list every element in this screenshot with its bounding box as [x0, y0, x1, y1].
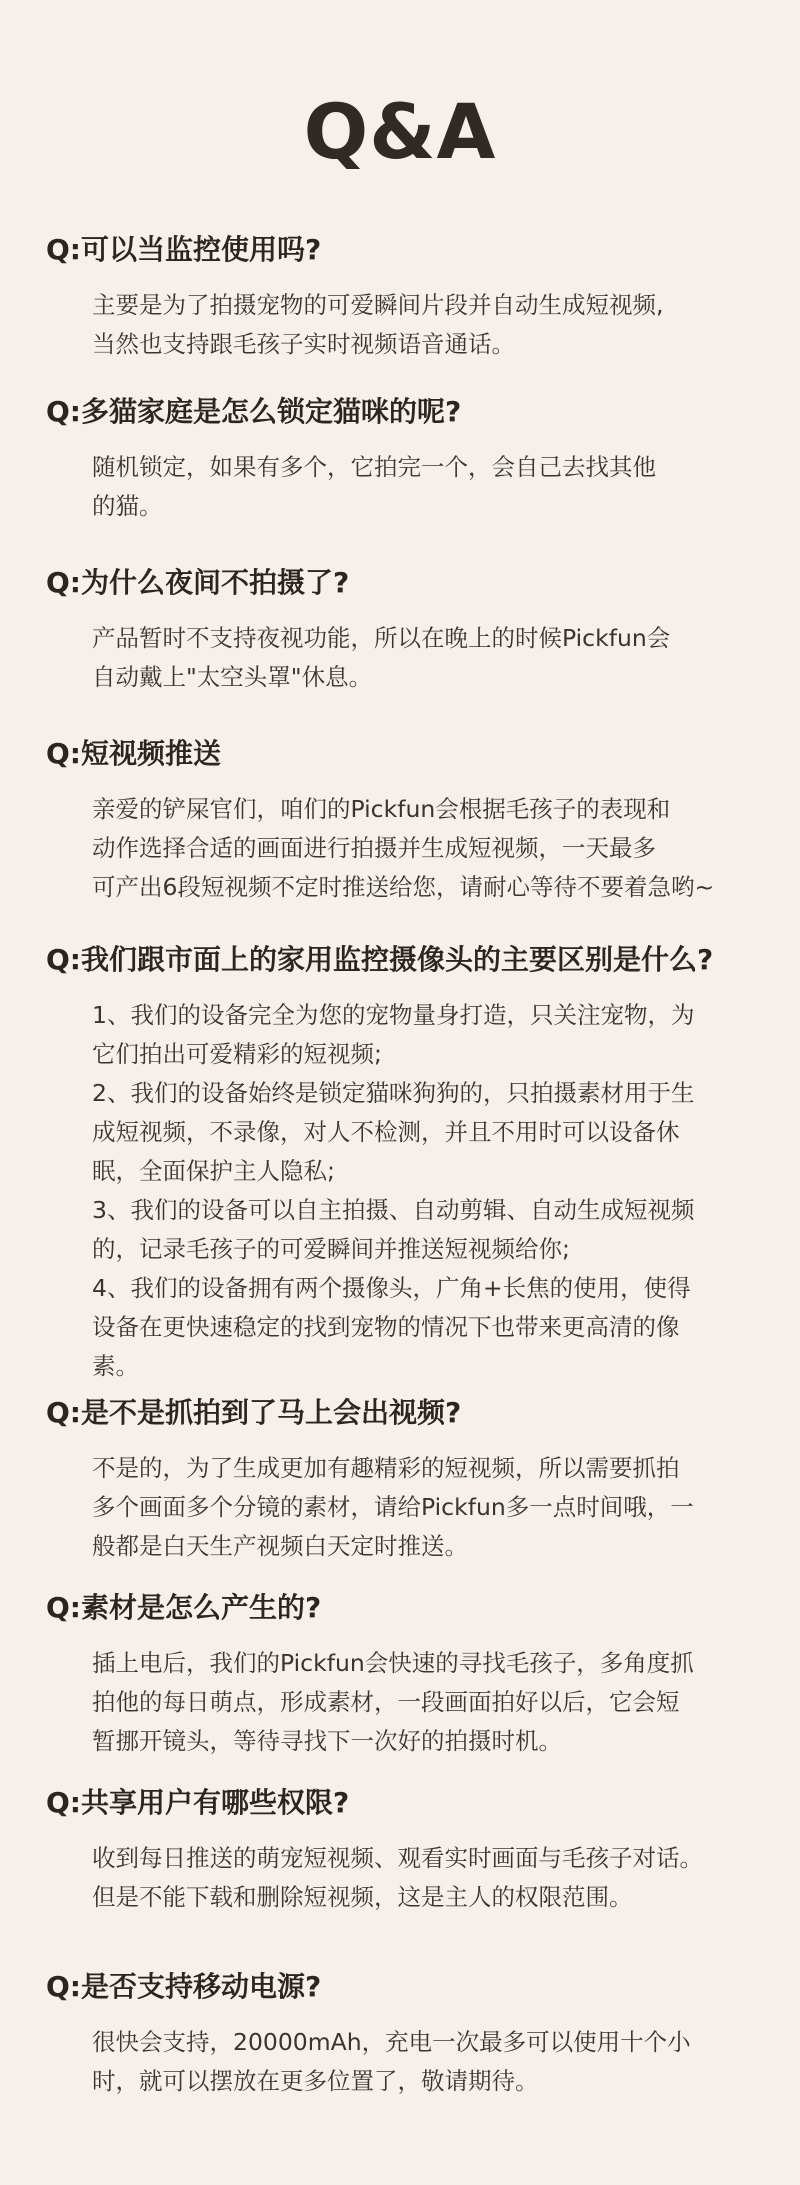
- qa-item-monitoring: [46, 230, 766, 364]
- qa-item-power-bank: [46, 1967, 766, 2101]
- qa-item-material-source: [46, 1588, 766, 1761]
- answer-text: 主要是为了拍摄宠物的可爱瞬间片段并自动生成短视频, 当然也支持跟毛孩子实时视频语音通话。: [92, 291, 664, 358]
- question-text: Q:素材是怎么产生的?: [46, 1591, 322, 1624]
- question-text: Q:短视频推送: [46, 737, 222, 770]
- qa-item-night-mode: [46, 563, 766, 697]
- answer-text: 很快会支持，20000mAh，充电一次最多可以使用十个小 时，就可以摆放在更多位置了，敬请期待。: [92, 2028, 691, 2095]
- question-text: Q:为什么夜间不拍摄了?: [46, 566, 350, 599]
- question-text: Q:是否支持移动电源?: [46, 1970, 322, 2003]
- answer-text: 随机锁定，如果有多个，它拍完一个，会自己去找其他 的猫。: [92, 453, 656, 520]
- question-text: Q:可以当监控使用吗?: [46, 233, 322, 266]
- qa-item-instant-video: [46, 1393, 766, 1566]
- question-text: Q:我们跟市面上的家用监控摄像头的主要区别是什么?: [46, 943, 714, 976]
- answer-text: 插上电后，我们的Pickfun会快速的寻找毛孩子，多角度抓 拍他的每日萌点，形成素材，一段画面拍好以后，它会短 暂挪开镜头，等待寻找下一次好的拍摄时机。: [92, 1649, 694, 1755]
- answer-text: 1、我们的设备完全为您的宠物量身打造，只关注宠物，为 它们拍出可爱精彩的短视频; 2、我们的设备始终是锁定猫咪狗狗的，只拍摄素材用于生 成短视频，不录像，对人不检测，并且不用时可以设备休 眠，全面保护主人隐私; 3、我们的设备可以自主拍摄、自动剪辑、自动生成短视频 的，记录毛孩子的可爱瞬间并推送短视频给你; 4、我们的设备拥有两个摄像头，广角+长焦的使用，使得 设备在更快速稳定的找到宠物的情况下也带来更高清的像 素。: [92, 1001, 695, 1380]
- question-text: Q:是不是抓拍到了马上会出视频?: [46, 1396, 462, 1429]
- answer-text: 亲爱的铲屎官们，咱们的Pickfun会根据毛孩子的表现和 动作选择合适的画面进行拍摄并生成短视频，一天最多 可产出6段短视频不定时推送给您，请耐心等待不要着急哟~: [92, 795, 715, 901]
- answer-text: 不是的，为了生成更加有趣精彩的短视频，所以需要抓拍 多个画面多个分镜的素材，请给Pickfun多一点时间哦，一 般都是白天生产视频白天定时推送。: [92, 1454, 694, 1560]
- qa-item-video-push: [46, 734, 766, 907]
- qa-item-multi-cat: [46, 392, 766, 526]
- answer-text: 产品暂时不支持夜视功能，所以在晚上的时候Pickfun会 自动戴上"太空头罩"休息。: [92, 624, 671, 691]
- page-title: Q&A: [303, 87, 497, 176]
- answer-text: 收到每日推送的萌宠短视频、观看实时画面与毛孩子对话。 但是不能下载和删除短视频，这是主人的权限范围。: [92, 1844, 703, 1911]
- question-text: Q:共享用户有哪些权限?: [46, 1786, 350, 1819]
- qa-item-differences: [46, 940, 766, 1386]
- question-text: Q:多猫家庭是怎么锁定猫咪的呢?: [46, 395, 462, 428]
- qa-item-shared-user: [46, 1783, 766, 1917]
